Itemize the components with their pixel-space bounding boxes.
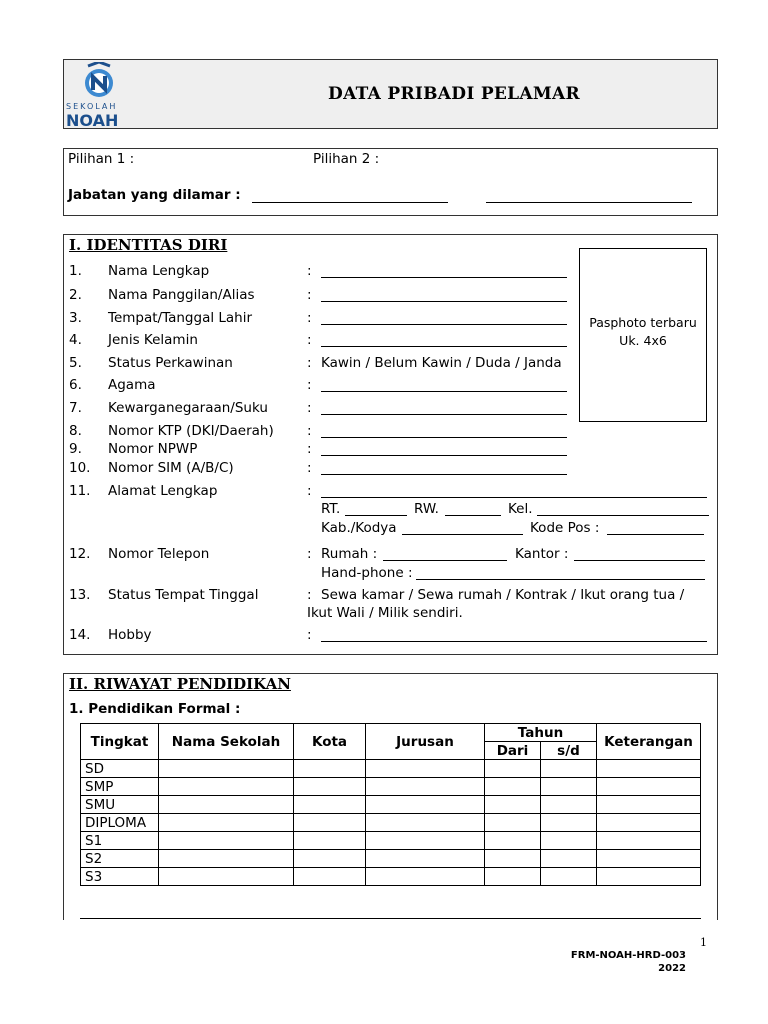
year-from-cell[interactable] [485, 796, 541, 814]
education-title: II. RIWAYAT PENDIDIKAN [69, 675, 291, 693]
field-colon: : [307, 483, 312, 499]
choice1-label: Pilihan 1 : [68, 151, 135, 167]
year-from-cell[interactable] [485, 850, 541, 868]
major-cell[interactable] [366, 778, 485, 796]
address-kab-input[interactable] [402, 534, 523, 535]
year-to-cell[interactable] [541, 778, 597, 796]
year-from-cell[interactable] [485, 832, 541, 850]
form-year: 2022 [658, 963, 686, 974]
address-kel-input[interactable] [537, 515, 709, 516]
field-num: 13. [69, 587, 91, 603]
field-num: 8. [69, 423, 82, 439]
city-cell[interactable] [294, 868, 366, 886]
col-dari: Dari [485, 742, 541, 760]
col-keterangan: Keterangan [597, 724, 701, 760]
major-cell[interactable] [366, 868, 485, 886]
photo-box [579, 248, 707, 422]
major-cell[interactable] [366, 850, 485, 868]
address-kel-label: Kel. [508, 501, 533, 517]
alamat-input[interactable] [321, 497, 707, 498]
form-code: FRM-NOAH-HRD-003 [570, 950, 686, 961]
field-num: 1. [69, 263, 82, 279]
ttl-input[interactable] [321, 324, 567, 325]
level-cell: SD [81, 760, 159, 778]
city-cell[interactable] [294, 850, 366, 868]
field-colon: : [307, 587, 312, 603]
year-from-cell[interactable] [485, 814, 541, 832]
field-colon: : [307, 287, 312, 303]
field-label-ttl: Tempat/Tanggal Lahir [108, 310, 253, 326]
position-choice2-field[interactable] [486, 202, 692, 203]
residence-options-line1[interactable]: Sewa kamar / Sewa rumah / Kontrak / Ikut orang tua / [321, 587, 685, 603]
note-cell[interactable] [597, 814, 701, 832]
col-tingkat: Tingkat [81, 724, 159, 760]
field-num: 7. [69, 400, 82, 416]
col-jurusan: Jurusan [366, 724, 485, 760]
phone-hp-label: Hand-phone : [321, 565, 413, 581]
field-colon: : [307, 400, 312, 416]
table-row [81, 850, 701, 868]
field-colon: : [307, 310, 312, 326]
level-cell: SMP [81, 778, 159, 796]
city-cell[interactable] [294, 778, 366, 796]
form-header [63, 59, 718, 129]
field-label-alamat: Alamat Lengkap [108, 483, 218, 499]
field-num: 4. [69, 332, 82, 348]
kewarganegaraan-input[interactable] [321, 414, 567, 415]
phone-kantor-input[interactable] [574, 560, 705, 561]
position-choice1-field[interactable] [252, 202, 448, 203]
agama-input[interactable] [321, 391, 567, 392]
field-colon: : [307, 423, 312, 439]
residence-options-line2[interactable]: Ikut Wali / Milik sendiri. [307, 605, 463, 621]
level-cell: S2 [81, 850, 159, 868]
status-perkawinan-options[interactable]: Kawin / Belum Kawin / Duda / Janda [321, 355, 562, 371]
field-colon: : [307, 355, 312, 371]
col-sd: s/d [541, 742, 597, 760]
school-cell[interactable] [159, 814, 294, 832]
field-label-nama-panggilan: Nama Panggilan/Alias [108, 287, 255, 303]
year-to-cell[interactable] [541, 796, 597, 814]
identity-section [63, 234, 718, 655]
col-nama-sekolah: Nama Sekolah [159, 724, 294, 760]
npwp-input[interactable] [321, 455, 567, 456]
field-num: 6. [69, 377, 82, 393]
city-cell[interactable] [294, 814, 366, 832]
note-cell[interactable] [597, 778, 701, 796]
page-number: 1 [700, 936, 707, 949]
field-label-ktp: Nomor KTP (DKI/Daerah) [108, 423, 274, 439]
field-num: 11. [69, 483, 91, 499]
school-cell[interactable] [159, 760, 294, 778]
field-colon: : [307, 377, 312, 393]
level-cell: DIPLOMA [81, 814, 159, 832]
address-rw-input[interactable] [445, 515, 501, 516]
city-cell[interactable] [294, 832, 366, 850]
note-cell[interactable] [597, 760, 701, 778]
city-cell[interactable] [294, 796, 366, 814]
major-cell[interactable] [366, 796, 485, 814]
identity-title: I. IDENTITAS DIRI [69, 236, 228, 254]
photo-note-line2: Uk. 4x6 [619, 333, 667, 348]
phone-rumah-label: Rumah : [321, 546, 378, 562]
ktp-input[interactable] [321, 437, 567, 438]
choice2-label: Pilihan 2 : [313, 151, 380, 167]
address-rt-label: RT. [321, 501, 341, 517]
nama-panggilan-input[interactable] [321, 301, 567, 302]
city-cell[interactable] [294, 760, 366, 778]
field-colon: : [307, 627, 312, 643]
school-cell[interactable] [159, 778, 294, 796]
address-kodepos-input[interactable] [607, 534, 704, 535]
formal-education-subtitle: 1. Pendidikan Formal : [69, 701, 241, 717]
phone-rumah-input[interactable] [383, 560, 507, 561]
position-label: Jabatan yang dilamar : [68, 187, 241, 203]
note-cell[interactable] [597, 868, 701, 886]
year-to-cell[interactable] [541, 832, 597, 850]
year-to-cell[interactable] [541, 814, 597, 832]
phone-kantor-label: Kantor : [515, 546, 569, 562]
table-row [81, 868, 701, 886]
col-kota: Kota [294, 724, 366, 760]
logo-brand: NOAH [66, 111, 119, 130]
year-from-cell[interactable] [485, 868, 541, 886]
field-label-nama-lengkap: Nama Lengkap [108, 263, 210, 279]
level-cell: SMU [81, 796, 159, 814]
year-to-cell[interactable] [541, 868, 597, 886]
school-cell[interactable] [159, 796, 294, 814]
field-label-kewarganegaraan: Kewarganegaraan/Suku [108, 400, 268, 416]
jenis-kelamin-input[interactable] [321, 346, 567, 347]
hobby-input[interactable] [321, 641, 707, 642]
field-colon: : [307, 460, 312, 476]
field-label-status-perkawinan: Status Perkawinan [108, 355, 233, 371]
field-colon: : [307, 546, 312, 562]
year-from-cell[interactable] [485, 760, 541, 778]
note-cell[interactable] [597, 832, 701, 850]
field-label-sim: Nomor SIM (A/B/C) [108, 460, 234, 476]
school-cell[interactable] [159, 850, 294, 868]
phone-hp-input[interactable] [416, 579, 705, 580]
field-label-agama: Agama [108, 377, 156, 393]
photo-note-line1: Pasphoto terbaru [589, 315, 697, 330]
school-cell[interactable] [159, 832, 294, 850]
year-from-cell[interactable] [485, 778, 541, 796]
field-colon: : [307, 332, 312, 348]
sim-input[interactable] [321, 474, 567, 475]
year-to-cell[interactable] [541, 850, 597, 868]
major-cell[interactable] [366, 760, 485, 778]
field-label-npwp: Nomor NPWP [108, 441, 198, 457]
year-to-cell[interactable] [541, 760, 597, 778]
table-row [81, 778, 701, 796]
section-divider [80, 918, 701, 919]
position-section [63, 148, 718, 216]
logo-subtext: SEKOLAH [66, 102, 118, 111]
table-row [81, 760, 701, 778]
field-label-jenis-kelamin: Jenis Kelamin [108, 332, 198, 348]
field-colon: : [307, 263, 312, 279]
level-cell: S3 [81, 868, 159, 886]
school-cell[interactable] [159, 868, 294, 886]
address-kodepos-label: Kode Pos : [530, 520, 600, 536]
page-title: DATA PRIBADI PELAMAR [328, 84, 580, 104]
field-num: 14. [69, 627, 91, 643]
field-num: 9. [69, 441, 82, 457]
table-row [81, 814, 701, 832]
field-num: 5. [69, 355, 82, 371]
field-label-status-tinggal: Status Tempat Tinggal [108, 587, 259, 603]
field-num: 2. [69, 287, 82, 303]
education-table [80, 723, 701, 886]
address-rw-label: RW. [414, 501, 439, 517]
field-label-telepon: Nomor Telepon [108, 546, 210, 562]
col-tahun: Tahun [485, 724, 597, 742]
major-cell[interactable] [366, 832, 485, 850]
address-kab-label: Kab./Kodya [321, 520, 397, 536]
table-row [81, 832, 701, 850]
level-cell: S1 [81, 832, 159, 850]
field-num: 3. [69, 310, 82, 326]
major-cell[interactable] [366, 814, 485, 832]
field-num: 12. [69, 546, 91, 562]
field-label-hobby: Hobby [108, 627, 152, 643]
school-logo [66, 62, 130, 128]
field-colon: : [307, 441, 312, 457]
note-cell[interactable] [597, 796, 701, 814]
nama-lengkap-input[interactable] [321, 277, 567, 278]
field-num: 10. [69, 460, 91, 476]
table-row [81, 796, 701, 814]
note-cell[interactable] [597, 850, 701, 868]
address-rt-input[interactable] [345, 515, 407, 516]
